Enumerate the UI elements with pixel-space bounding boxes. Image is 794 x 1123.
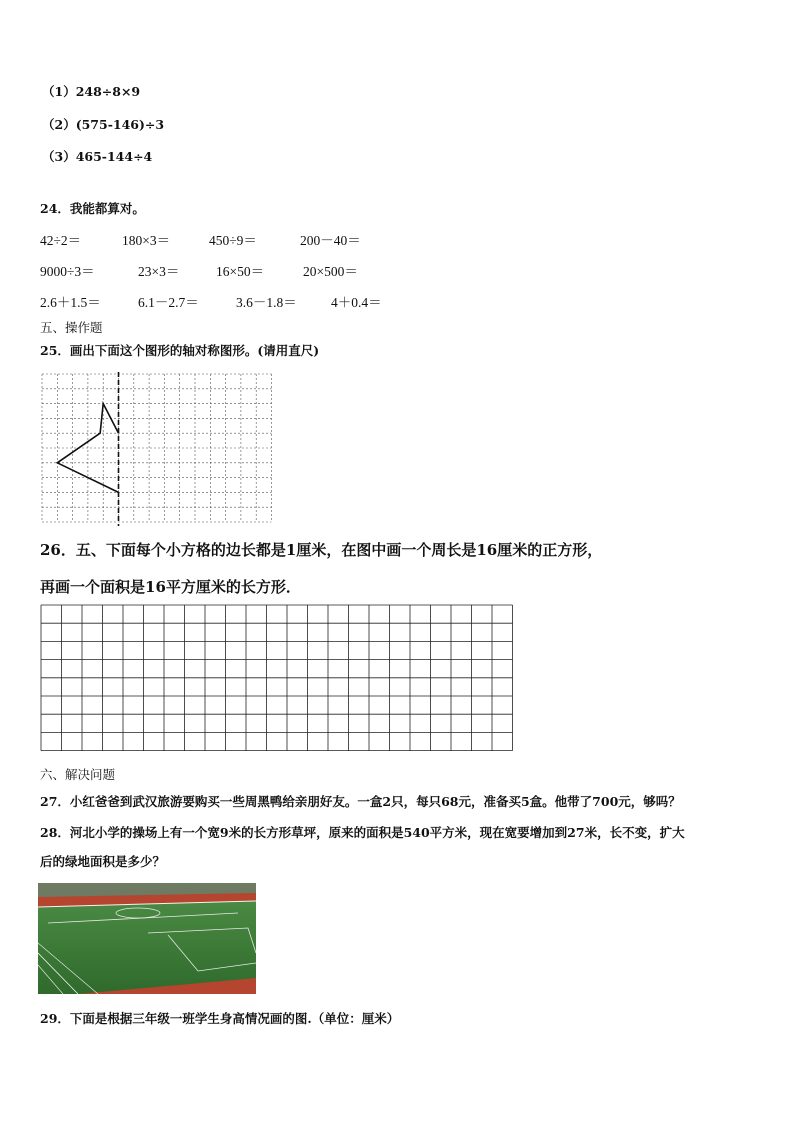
section-6-heading: 六、解决问题 xyxy=(40,767,116,782)
q23-item-1: （1）248÷8×9 xyxy=(42,84,141,99)
calc-r1-c2: 180×3＝ xyxy=(122,233,171,248)
q26-text-line2: 再画一个面积是16平方厘米的长方形． xyxy=(40,578,301,596)
calc-r1-c3: 450÷9＝ xyxy=(209,233,257,248)
calc-r3-c3: 3.6－1.8＝ xyxy=(236,295,297,310)
q26-text-line1: 26．五、下面每个小方格的边长都是1厘米，在图中画一个周长是16厘米的正方形， xyxy=(40,541,603,559)
calc-r2-c4: 20×500＝ xyxy=(303,264,358,279)
sports-field-photo xyxy=(38,883,256,994)
q28-text-line2: 后的绿地面积是多少？ xyxy=(40,854,166,869)
q23-item-3: （3）465-144÷4 xyxy=(42,149,153,164)
q29-text: 29．下面是根据三年级一班学生身高情况画的图.（单位：厘米） xyxy=(40,1011,400,1026)
calc-r1-c4: 200－40＝ xyxy=(300,233,361,248)
q24-title: 24．我能都算对。 xyxy=(40,201,145,216)
section-5-heading: 五、操作题 xyxy=(40,320,103,335)
calc-r3-c4: 4＋0.4＝ xyxy=(331,295,382,310)
calc-r2-c1: 9000÷3＝ xyxy=(40,264,95,279)
q23-item-2: （2）(575-146)÷3 xyxy=(42,117,165,132)
calc-r2-c2: 23×3＝ xyxy=(138,264,180,279)
square-grid xyxy=(40,604,520,754)
calc-r3-c2: 6.1－2.7＝ xyxy=(138,295,199,310)
q25-text: 25．画出下面这个图形的轴对称图形。(请用直尺) xyxy=(40,343,320,358)
symmetry-grid xyxy=(38,370,278,530)
calc-r3-c1: 2.6＋1.5＝ xyxy=(40,295,101,310)
calc-r1-c1: 42÷2＝ xyxy=(40,233,82,248)
calc-r2-c3: 16×50＝ xyxy=(216,264,265,279)
q28-text-line1: 28．河北小学的操场上有一个宽9米的长方形草坪，原来的面积是540平方米，现在宽要增加到27米，长不变，扩大 xyxy=(40,825,685,840)
q27-text: 27．小红爸爸到武汉旅游要购买一些周黑鸭给亲朋好友。一盒2只，每只68元，准备买5盒。他带了700元，够吗？ xyxy=(40,794,681,809)
